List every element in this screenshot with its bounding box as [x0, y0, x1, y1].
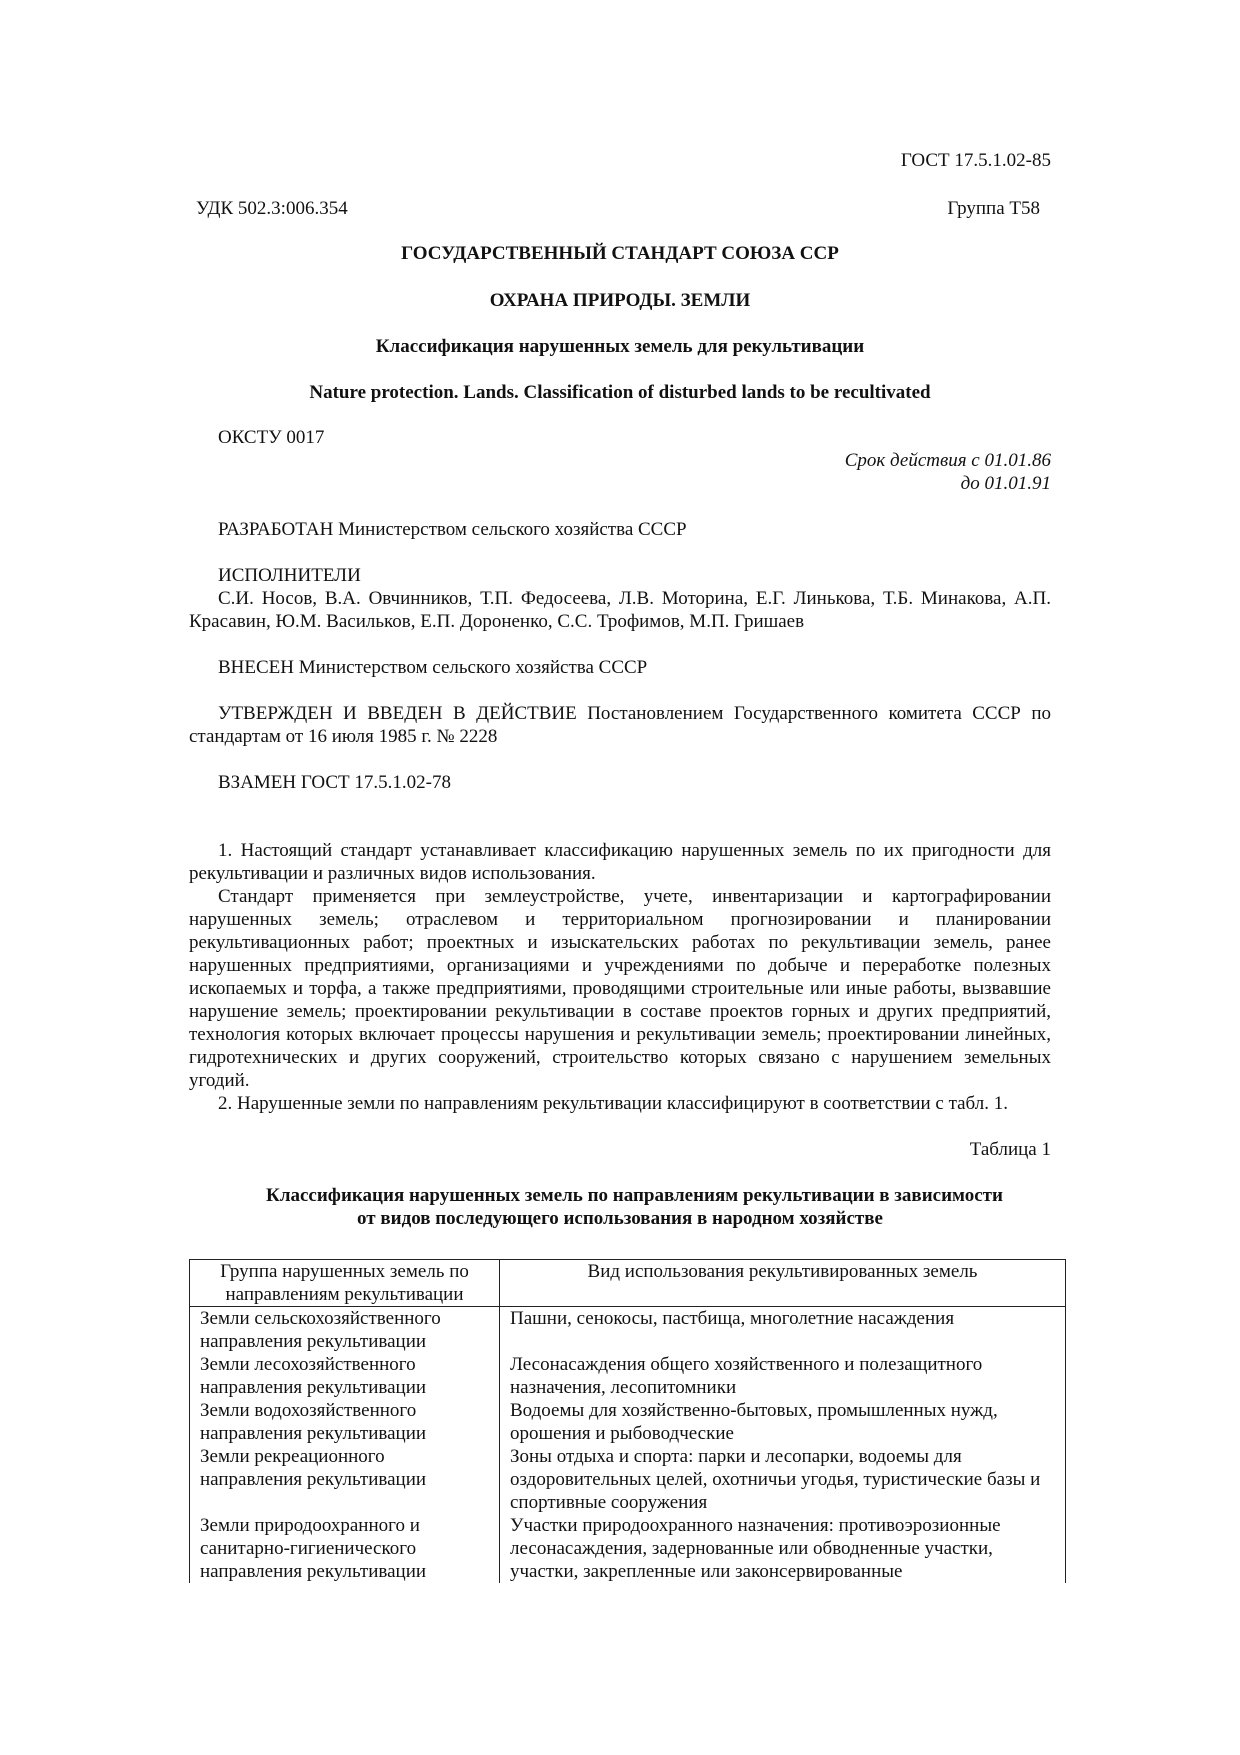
table-cell-usage: Зоны отдыха и спорта: парки и лесопарки, водоемы для оздоровительных целей, охотничьи угодья, туристические базы и спортивные сооружения — [500, 1445, 1066, 1514]
header-group: Группа нарушенных земель по направлениям рекультивации — [190, 1260, 500, 1307]
table-cell-group: Земли сельскохозяйственного направления рекультивации — [190, 1307, 500, 1354]
table-cell-group: Земли водохозяйственного направления рекультивации — [190, 1399, 500, 1445]
paragraph-3: 2. Нарушенные земли по направлениям рекультивации классифицируют в соответствии с табл. 1. — [218, 1093, 1008, 1114]
validity-from: Срок действия с 01.01.86 — [844, 450, 1051, 471]
title-state-standard: ГОСУДАРСТВЕННЫЙ СТАНДАРТ СОЮЗА ССР — [401, 243, 839, 264]
executors-label: ИСПОЛНИТЕЛИ — [218, 565, 361, 586]
replaces-standard: ВЗАМЕН ГОСТ 17.5.1.02-78 — [218, 772, 451, 793]
okstu-code: ОКСТУ 0017 — [218, 427, 325, 448]
paragraph-2: Стандарт применяется при землеустройстве, учете, инвентаризации и картографировании нарушенных земель; отраслевом и территориальном прогнозировании и планировании рекультивационных работ; проектных и изыскательских работах по рекультивации земель, ранее нарушенных предприятиями, организациями и учреждениями по добыче и переработке полезных ископаемых и торфа, а также предприятиями, проводящими строительные или иные работы, вызвавшие нарушение земель; проектировании рекультивации в составе проектов горных и других предприятий, технология которых включает процессы нарушения и рекультивации земель; проектировании линейных, гидротехнических и других сооружений, строительство которых связано с нарушением земельных угодий. — [189, 886, 1051, 1091]
table-row — [190, 1445, 1066, 1514]
table-cell-group: Земли рекреационного направления рекультивации — [190, 1445, 500, 1514]
developed-by: РАЗРАБОТАН Министерством сельского хозяйства СССР — [218, 519, 687, 540]
table-cell-group: Земли лесохозяйственного направления рекультивации — [190, 1353, 500, 1399]
table-label: Таблица 1 — [969, 1139, 1051, 1160]
table-caption-line-1: Классификация нарушенных земель по направлениям рекультивации в зависимости — [266, 1185, 1003, 1206]
executors-list: С.И. Носов, В.А. Овчинников, Т.П. Федосеева, Л.В. Моторина, Е.Г. Линькова, Т.Б. Минакова, А.П. Красавин, Ю.М. Васильков, Е.П. Дороненко, С.С. Трофимов, М.П. Гришаев — [189, 588, 1051, 632]
table-row — [190, 1399, 1066, 1445]
table-cell-usage: Водоемы для хозяйственно-бытовых, промышленных нужд, орошения и рыбоводческие — [500, 1399, 1066, 1445]
udk-code: УДК 502.3:006.354 — [196, 198, 348, 219]
table-cell-usage: Лесонасаждения общего хозяйственного и полезащитного назначения, лесопитомники — [500, 1353, 1066, 1399]
table-header-row — [190, 1260, 1066, 1307]
table-caption-line-2: от видов последующего использования в народном хозяйстве — [357, 1208, 883, 1229]
table-row — [190, 1514, 1066, 1583]
paragraph-1: 1. Настоящий стандарт устанавливает классификацию нарушенных земель по их пригодности для рекультивации и различных видов использования. — [189, 840, 1051, 884]
group-code: Группа Т58 — [947, 198, 1040, 219]
approved-by: УТВЕРЖДЕН И ВВЕДЕН В ДЕЙСТВИЕ Постановлением Государственного комитета СССР по стандартам от 16 июля 1985 г. № 2228 — [189, 703, 1051, 747]
header-usage: Вид использования рекультивированных земель — [500, 1260, 1066, 1307]
classification-table — [189, 1259, 1066, 1583]
table-row — [190, 1307, 1066, 1354]
table-cell-usage: Участки природоохранного назначения: противоэрозионные лесонасаждения, задернованные или обводненные участки, участки, закрепленные или законсервированные — [500, 1514, 1066, 1583]
table-cell-group: Земли природоохранного и санитарно-гигиенического направления рекультивации — [190, 1514, 500, 1583]
title-english: Nature protection. Lands. Classification of disturbed lands to be recultivated — [309, 382, 931, 403]
title-nature-protection: ОХРАНА ПРИРОДЫ. ЗЕМЛИ — [489, 290, 751, 311]
introduced-by: ВНЕСЕН Министерством сельского хозяйства СССР — [218, 657, 648, 678]
table-row — [190, 1353, 1066, 1399]
validity-to: до 01.01.91 — [960, 473, 1051, 494]
title-classification: Классификация нарушенных земель для рекультивации — [375, 336, 865, 357]
gost-number: ГОСТ 17.5.1.02-85 — [900, 150, 1051, 171]
table-cell-usage: Пашни, сенокосы, пастбища, многолетние насаждения — [500, 1307, 1066, 1354]
